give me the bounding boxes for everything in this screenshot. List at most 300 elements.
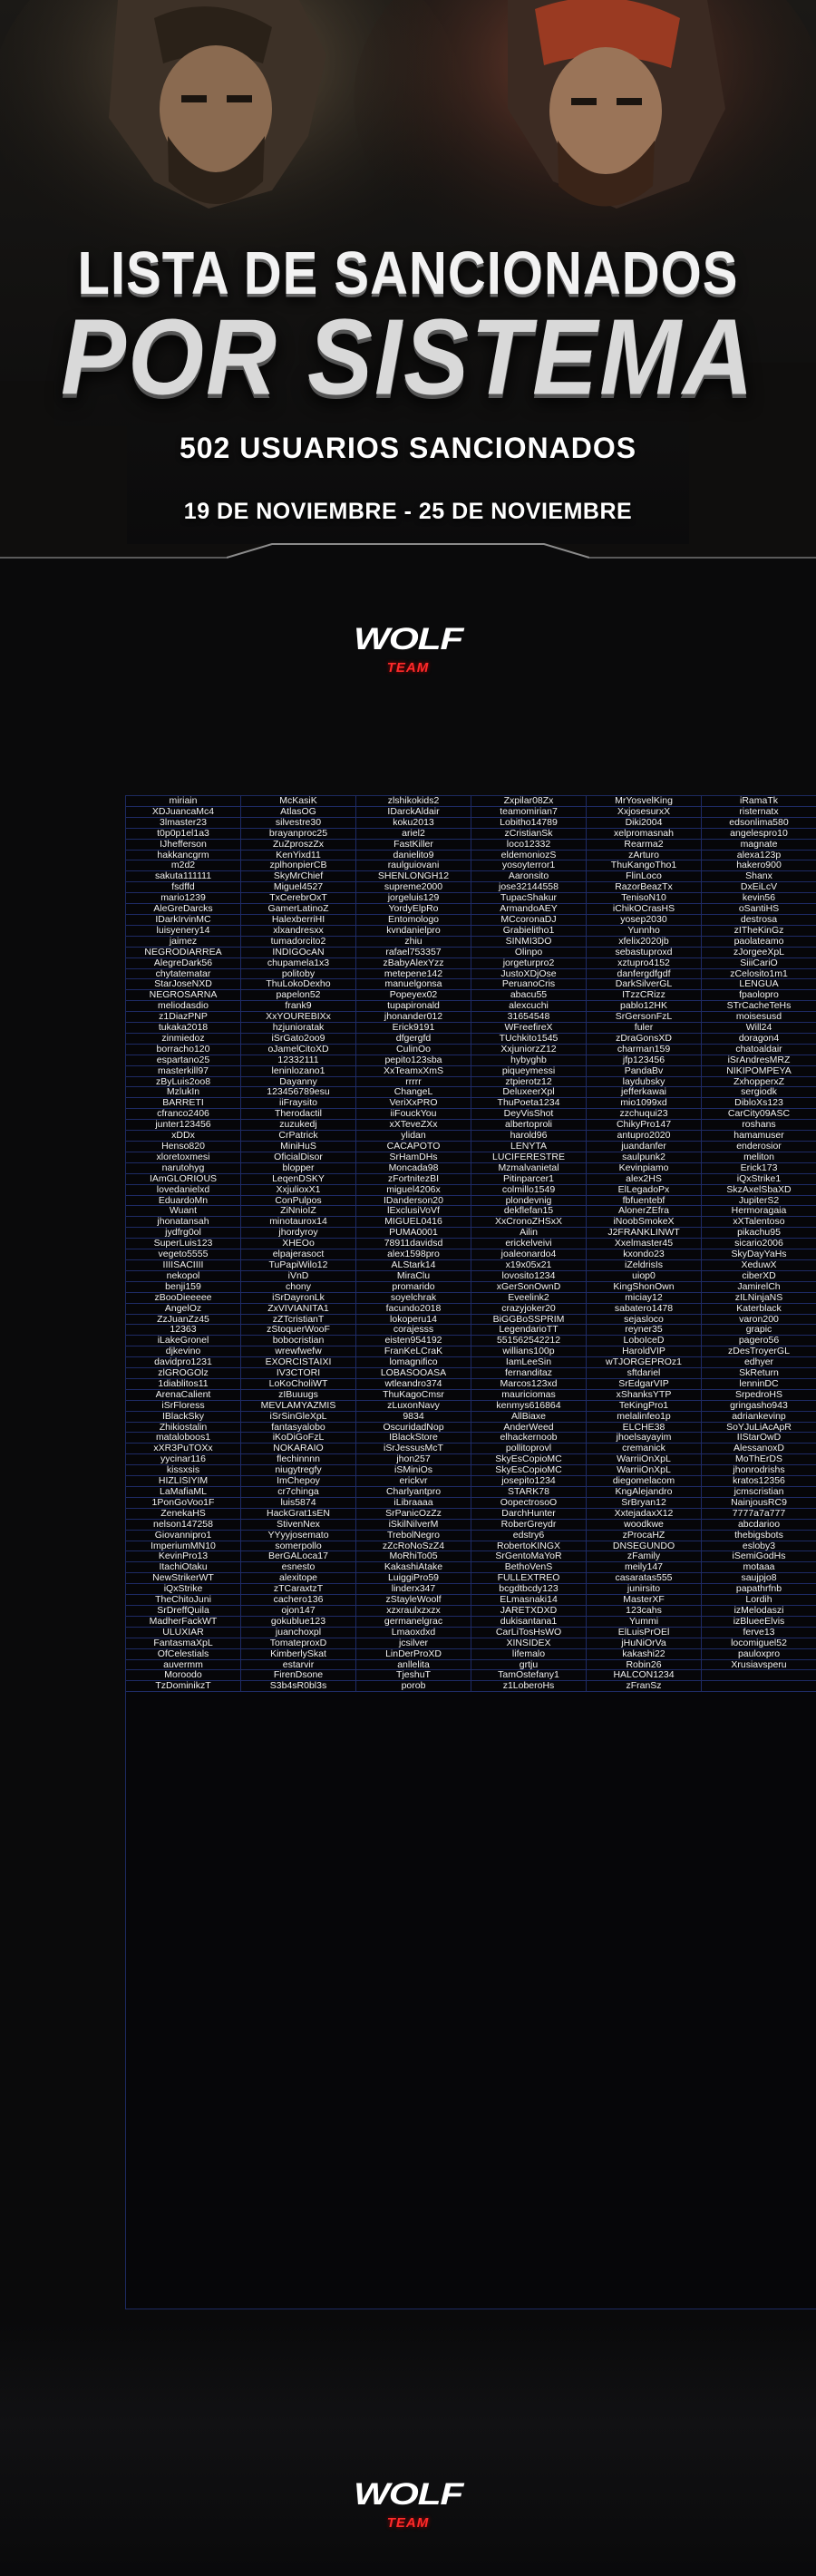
username-cell: ElLegadoPx: [587, 1185, 702, 1196]
username-cell: SrPanicOzZz: [356, 1509, 471, 1520]
username-cell: alexa123p: [702, 851, 816, 861]
username-cell: TupacShakur: [471, 893, 587, 904]
username-cell: AlegreDark56: [126, 958, 241, 969]
username-cell: eisten954192: [356, 1336, 471, 1346]
username-cell: Lmaoxdxd: [356, 1628, 471, 1638]
username-cell: cfranco2406: [126, 1109, 241, 1120]
username-cell: adriankevinp: [702, 1412, 816, 1423]
username-cell: INDIGOcAN: [241, 948, 356, 958]
username-cell: xztupro4152: [587, 958, 702, 969]
username-cell: chony: [241, 1282, 356, 1293]
username-cell: 1PonGoVoo1F: [126, 1498, 241, 1509]
username-cell: hybyghb: [471, 1055, 587, 1066]
username-cell: zTCaraxtzT: [241, 1584, 356, 1595]
sanctioned-count: 502 USUARIOS SANCIONADOS: [179, 432, 637, 464]
username-cell: TeKingPro1: [587, 1401, 702, 1412]
username-cell: silvestre30: [241, 818, 356, 829]
username-cell: benji159: [126, 1282, 241, 1293]
username-cell: OopectrosoO: [471, 1498, 587, 1509]
username-cell: EXORCISTAIXI: [241, 1357, 356, 1368]
username-cell: cachero136: [241, 1595, 356, 1606]
username-cell: DeluxeerXpl: [471, 1087, 587, 1098]
username-cell: IDanderson20: [356, 1196, 471, 1207]
username-cell: iZeldrisIs: [587, 1260, 702, 1271]
username-cell: melalinfeo1p: [587, 1412, 702, 1423]
username-cell: facundo2018: [356, 1304, 471, 1315]
username-cell: HALCON1234: [587, 1670, 702, 1681]
username-cell: miguel4206x: [356, 1185, 471, 1196]
username-cell: zIBuuugs: [241, 1390, 356, 1401]
username-cell: iSrAndresMRZ: [702, 1055, 816, 1066]
username-cell: ELmasnaki14: [471, 1595, 587, 1606]
username-cell: 12363: [126, 1325, 241, 1336]
username-cell: luisyenery14: [126, 926, 241, 937]
username-cell: pablo12HK: [587, 1001, 702, 1012]
username-cell: locomiguel52: [702, 1638, 816, 1649]
username-cell: dekflefan15: [471, 1206, 587, 1217]
username-cell: chytatematar: [126, 969, 241, 980]
username-cell: izBlueeElvis: [702, 1617, 816, 1628]
username-cell: risternatx: [702, 807, 816, 818]
username-cell: oJamelCitoXD: [241, 1045, 356, 1055]
username-cell: m2d2: [126, 860, 241, 871]
username-cell: BerGALoca17: [241, 1551, 356, 1562]
username-cell: mario1239: [126, 893, 241, 904]
username-cell: bcgdtbcdy123: [471, 1584, 587, 1595]
username-cell: zCristianSk: [471, 829, 587, 840]
username-cell: AnderWeed: [471, 1423, 587, 1434]
username-cell: mataloboos1: [126, 1433, 241, 1444]
username-cell: edhyer: [702, 1357, 816, 1368]
username-cell: doragon4: [702, 1034, 816, 1045]
username-cell: borracho120: [126, 1045, 241, 1055]
username-cell: iSemiGodHs: [702, 1551, 816, 1562]
username-cell: esloby3: [702, 1541, 816, 1552]
username-cell: LUCIFERESTRE: [471, 1152, 587, 1163]
username-cell: ElLuisPrOEl: [587, 1628, 702, 1638]
username-cell: TzDominikzT: [126, 1681, 241, 1692]
username-cell: cremanick: [587, 1444, 702, 1454]
username-cell: Zhikiostalin: [126, 1423, 241, 1434]
username-cell: FlinLoco: [587, 871, 702, 882]
username-cell: elpajerasoct: [241, 1249, 356, 1260]
username-cell: KingShonOwn: [587, 1282, 702, 1293]
wolfteam-logo-bottom: [349, 2474, 467, 2546]
username-cell: SiiiCariO: [702, 958, 816, 969]
username-cell: plondevnig: [471, 1196, 587, 1207]
username-cell: sicario2006: [702, 1239, 816, 1249]
username-cell: OficialDisor: [241, 1152, 356, 1163]
username-cell: RoberGreydr: [471, 1520, 587, 1531]
username-cell: MasterXF: [587, 1595, 702, 1606]
username-cell: xelpromasnah: [587, 829, 702, 840]
username-cell: Olinpo: [471, 948, 587, 958]
username-cell: xXR3PuTOXx: [126, 1444, 241, 1454]
username-cell: grtju: [471, 1660, 587, 1671]
username-cell: sebastuproxd: [587, 948, 702, 958]
username-cell: Zxpilar08Zx: [471, 796, 587, 807]
username-cell: ULUXIAR: [126, 1628, 241, 1638]
username-cell: rrrrr: [356, 1077, 471, 1088]
username-cell: djkevino: [126, 1346, 241, 1357]
username-cell: OscuridadNop: [356, 1423, 471, 1434]
username-cell: danielito9: [356, 851, 471, 861]
username-cell: kevin56: [702, 893, 816, 904]
username-cell: 78911davidsd: [356, 1239, 471, 1249]
username-cell: loco12332: [471, 840, 587, 851]
username-cell: Ailin: [471, 1228, 587, 1239]
username-cell: McKasiK: [241, 796, 356, 807]
username-cell: YordyElpRo: [356, 904, 471, 915]
username-cell: pauloxpro: [702, 1649, 816, 1660]
username-cell: oSantiHS: [702, 904, 816, 915]
username-cell: KakashiAtake: [356, 1562, 471, 1573]
username-cell: moisesusd: [702, 1012, 816, 1023]
username-cell: luis5874: [241, 1498, 356, 1509]
username-cell: Shanx: [702, 871, 816, 882]
username-cell: fbfuentebf: [587, 1196, 702, 1207]
username-cell: antupro2020: [587, 1131, 702, 1142]
title-line-1: LISTA DE SANCIONADOS: [77, 239, 739, 307]
username-cell: edsonlima580: [702, 818, 816, 829]
username-cell: minotaurox14: [241, 1217, 356, 1228]
username-cell: hamamuser: [702, 1131, 816, 1142]
username-cell: LuiggiPro59: [356, 1573, 471, 1584]
username-cell: jose32144558: [471, 882, 587, 893]
username-cell: nekopol: [126, 1271, 241, 1282]
username-cell: iSMiniOs: [356, 1465, 471, 1476]
username-cell: ariel2: [356, 829, 471, 840]
username-cell: JamirelCh: [702, 1282, 816, 1293]
username-cell: OfCelestials: [126, 1649, 241, 1660]
username-cell: Marcos123xd: [471, 1379, 587, 1390]
username-cell: jaimez: [126, 937, 241, 948]
username-cell: XHEOo: [241, 1239, 356, 1249]
username-cell: zZcRoNoSzZ4: [356, 1541, 471, 1552]
username-cell: ItachiOtaku: [126, 1562, 241, 1573]
username-cell: diegomelacom: [587, 1476, 702, 1487]
username-cell: xlxandresxx: [241, 926, 356, 937]
username-cell: SoYJuLiAcApR: [702, 1423, 816, 1434]
username-cell: angelespro10: [702, 829, 816, 840]
username-cell: LENYTA: [471, 1142, 587, 1152]
username-cell: corajesss: [356, 1325, 471, 1336]
username-cell: LaMafiaML: [126, 1487, 241, 1498]
username-cell: elhackernoob: [471, 1433, 587, 1444]
username-cell: alexcuchi: [471, 1001, 587, 1012]
username-cell: NIKIPOMPEYA: [702, 1066, 816, 1077]
username-cell: narutohyg: [126, 1163, 241, 1174]
username-cell: CarCity09ASC: [702, 1109, 816, 1120]
username-cell: zStoquerWooF: [241, 1325, 356, 1336]
username-cell: LinDerProXD: [356, 1649, 471, 1660]
username-cell: DeyVisShot: [471, 1109, 587, 1120]
username-cell: ciberXD: [702, 1271, 816, 1282]
username-cell: MzlukIn: [126, 1087, 241, 1098]
username-cell: Kevinpiamo: [587, 1163, 702, 1174]
username-cell: sftdariel: [587, 1368, 702, 1379]
username-cell: MIGUEL0416: [356, 1217, 471, 1228]
username-cell: jhordyroy: [241, 1228, 356, 1239]
username-cell: piqueymessi: [471, 1066, 587, 1077]
username-cell: politoby: [241, 969, 356, 980]
username-cell: SrGersonFzL: [587, 1012, 702, 1023]
username-cell: somerpollo: [241, 1541, 356, 1552]
username-cell: CarLiTosHsWO: [471, 1628, 587, 1638]
username-cell: Moroodo: [126, 1670, 241, 1681]
username-cell: rafael753357: [356, 948, 471, 958]
username-cell: mauriciomas: [471, 1390, 587, 1401]
username-cell: zlshikokids2: [356, 796, 471, 807]
username-cell: ZxhopperxZ: [702, 1077, 816, 1088]
username-cell: zDraGonsXD: [587, 1034, 702, 1045]
username-cell: teamomirian7: [471, 807, 587, 818]
username-cell: SrEdgarVIP: [587, 1379, 702, 1390]
username-cell: SkyEsCopioMC: [471, 1454, 587, 1465]
username-cell: ZuZproszZx: [241, 840, 356, 851]
username-cell: abcdarioo: [702, 1520, 816, 1531]
username-cell: jcsilver: [356, 1638, 471, 1649]
username-cell: germanelgrac: [356, 1617, 471, 1628]
username-cell: mio1099xd: [587, 1098, 702, 1109]
username-cell: MoThErDS: [702, 1454, 816, 1465]
username-cell: zArturo: [587, 851, 702, 861]
username-cell: 12332111: [241, 1055, 356, 1066]
username-cell: 123cahs: [587, 1606, 702, 1617]
logo-word: WOLF: [353, 622, 463, 656]
username-cell: [702, 1681, 816, 1692]
username-cell: linderx347: [356, 1584, 471, 1595]
username-cell: erickvr: [356, 1476, 471, 1487]
username-cell: S3b4sR0bl3s: [241, 1681, 356, 1692]
username-cell: XDJuancaMc4: [126, 807, 241, 818]
username-cell: Wuant: [126, 1206, 241, 1217]
username-cell: ITzzCRizz: [587, 990, 702, 1001]
username-cell: nelson147258: [126, 1520, 241, 1531]
username-cell: zLuxonNavy: [356, 1401, 471, 1412]
username-cell: BARRETI: [126, 1098, 241, 1109]
username-cell: zProcaHZ: [587, 1531, 702, 1541]
username-cell: uiop0: [587, 1271, 702, 1282]
username-cell: eldemoniozS: [471, 851, 587, 861]
username-cell: IIIISACIIII: [126, 1260, 241, 1271]
username-cell: Grabielitho1: [471, 926, 587, 937]
username-cell: VeriXxPRO: [356, 1098, 471, 1109]
username-cell: IamLeeSin: [471, 1357, 587, 1368]
username-cell: LoboIceD: [587, 1336, 702, 1346]
username-cell: ylidan: [356, 1131, 471, 1142]
username-cell: iSrGato2oo9: [241, 1034, 356, 1045]
username-cell: ImperiumMN10: [126, 1541, 241, 1552]
username-cell: xDDx: [126, 1131, 241, 1142]
username-cell: yosep2030: [587, 915, 702, 926]
username-cell: DarkSilverGL: [587, 979, 702, 990]
username-cell: dfgergfd: [356, 1034, 471, 1045]
username-cell: WarriiOnXpL: [587, 1465, 702, 1476]
username-cell: papelon52: [241, 990, 356, 1001]
username-cell: zStayleWoolf: [356, 1595, 471, 1606]
username-cell: MiniHuS: [241, 1142, 356, 1152]
username-cell: pepito123sba: [356, 1055, 471, 1066]
username-cell: lovosito1234: [471, 1271, 587, 1282]
username-cell: Yunnho: [587, 926, 702, 937]
username-cell: colmillo1549: [471, 1185, 587, 1196]
username-cell: xloretoxmesi: [126, 1152, 241, 1163]
username-cell: MadherFackWT: [126, 1617, 241, 1628]
username-cell: xXTalentoso: [702, 1217, 816, 1228]
username-cell: SkyDayYaHs: [702, 1249, 816, 1260]
username-cell: NainjousRC9: [702, 1498, 816, 1509]
username-cell: sejasloco: [587, 1315, 702, 1326]
username-cell: yosoyterror1: [471, 860, 587, 871]
username-cell: zlGROGOlz: [126, 1368, 241, 1379]
username-cell: niugytregfy: [241, 1465, 356, 1476]
username-cell: StarJoseNXD: [126, 979, 241, 990]
username-cell: iQxStrike: [126, 1584, 241, 1595]
username-cell: sakuta111111: [126, 871, 241, 882]
username-cell: harold96: [471, 1131, 587, 1142]
username-cell: tupapironald: [356, 1001, 471, 1012]
username-cell: fantasyalobo: [241, 1423, 356, 1434]
username-cell: Will24: [702, 1023, 816, 1034]
username-cell: LoKoCholiWT: [241, 1379, 356, 1390]
username-cell: SrpedroHS: [702, 1390, 816, 1401]
username-cell: STrCacheTeHs: [702, 1001, 816, 1012]
username-cell: TrebolNegro: [356, 1531, 471, 1541]
username-cell: kissxsis: [126, 1465, 241, 1476]
username-cell: PUMA0001: [356, 1228, 471, 1239]
username-cell: 1diablitos11: [126, 1379, 241, 1390]
username-cell: Henso820: [126, 1142, 241, 1152]
wolfteam-logo-top: [349, 618, 467, 691]
username-cell: YYyyjosemato: [241, 1531, 356, 1541]
username-cell: gokublue123: [241, 1617, 356, 1628]
username-cell: SrHamDHs: [356, 1152, 471, 1163]
title-line-2: POR SISTEMA: [60, 296, 756, 417]
username-cell: Dayanny: [241, 1077, 356, 1088]
username-cell: enderosior: [702, 1142, 816, 1152]
username-cell: JustoXDjOse: [471, 969, 587, 980]
username-cell: kxondo23: [587, 1249, 702, 1260]
username-cell: zuzukedj: [241, 1120, 356, 1131]
username-cell: paolateamo: [702, 937, 816, 948]
username-cell: zILNinjaNS: [702, 1293, 816, 1304]
username-cell: juanchoxpl: [241, 1628, 356, 1638]
username-cell: tumadorcito2: [241, 937, 356, 948]
username-cell: edstry6: [471, 1531, 587, 1541]
username-cell: HaroldVIP: [587, 1346, 702, 1357]
username-cell: Erick173: [702, 1163, 816, 1174]
username-cell: wtleandro374: [356, 1379, 471, 1390]
username-cell: Hermoragaia: [702, 1206, 816, 1217]
username-cell: zITheKinGz: [702, 926, 816, 937]
logo-subword: TEAM: [386, 2515, 430, 2531]
username-cell: hzjunioratak: [241, 1023, 356, 1034]
username-cell: IBlackStore: [356, 1433, 471, 1444]
username-cell: xGerSonOwnD: [471, 1282, 587, 1293]
username-cell: XxjulioxX1: [241, 1185, 356, 1196]
username-cell: anllelita: [356, 1660, 471, 1671]
username-cell: ztpierotz12: [471, 1077, 587, 1088]
username-cell: willians100p: [471, 1346, 587, 1357]
username-cell: destrosa: [702, 915, 816, 926]
username-cell: ELCHE38: [587, 1423, 702, 1434]
username-cell: zBabyAlexYzz: [356, 958, 471, 969]
username-cell: lokoperu14: [356, 1315, 471, 1326]
username-cell: Lordih: [702, 1595, 816, 1606]
username-cell: iQxStrike1: [702, 1174, 816, 1185]
username-cell: kratos12356: [702, 1476, 816, 1487]
username-cell: estarvir: [241, 1660, 356, 1671]
username-cell: esnesto: [241, 1562, 356, 1573]
username-cell: IDarckAldair: [356, 807, 471, 818]
username-cell: auvermm: [126, 1660, 241, 1671]
username-cell: LegendarioTT: [471, 1325, 587, 1336]
username-cell: cr7chinga: [241, 1487, 356, 1498]
username-cell: zFamily: [587, 1551, 702, 1562]
username-cell: MCcoronaDJ: [471, 915, 587, 926]
username-cell: IJhefferson: [126, 840, 241, 851]
username-cell: StivenNex: [241, 1520, 356, 1531]
username-cell: [702, 1670, 816, 1681]
username-cell: Pitinparcer1: [471, 1174, 587, 1185]
username-cell: SHENLONGH12: [356, 871, 471, 882]
username-cell: ArmandoAEY: [471, 904, 587, 915]
username-cell: TenisoN10: [587, 893, 702, 904]
username-cell: xShanksYTP: [587, 1390, 702, 1401]
username-cell: iSrSinGleXpL: [241, 1412, 356, 1423]
username-cell: PeruanoCris: [471, 979, 587, 990]
date-range: 19 DE NOVIEMBRE - 25 DE NOVIEMBRE: [183, 499, 633, 524]
username-cell: AtlasOG: [241, 807, 356, 818]
username-cell: alex1598pro: [356, 1249, 471, 1260]
username-cell: xfelix2020jb: [587, 937, 702, 948]
username-cell: iSrDayronLk: [241, 1293, 356, 1304]
username-cell: zByLuis2oo8: [126, 1077, 241, 1088]
username-cell: sabatero1478: [587, 1304, 702, 1315]
username-cell: jhoelsayayim: [587, 1433, 702, 1444]
username-cell: brayanproc25: [241, 829, 356, 840]
username-cell: NEGRODIARREA: [126, 948, 241, 958]
username-cell: jorgeturpro2: [471, 958, 587, 969]
username-cell: zFranSz: [587, 1681, 702, 1692]
username-cell: iNoobSmokeX: [587, 1217, 702, 1228]
username-cell: alexitope: [241, 1573, 356, 1584]
username-cell: iiFouckYou: [356, 1109, 471, 1120]
username-cell: iiFraysito: [241, 1098, 356, 1109]
username-cell: Xrusiavsperu: [702, 1660, 816, 1671]
username-cell: XINSIDEX: [471, 1638, 587, 1649]
username-cell: XeduwX: [702, 1260, 816, 1271]
username-cell: XxjuniorzZ12: [471, 1045, 587, 1055]
username-cell: J2FRANKLINWT: [587, 1228, 702, 1239]
username-cell: MiraClu: [356, 1271, 471, 1282]
username-cell: SkyEsCopioMC: [471, 1465, 587, 1476]
username-cell: Lobitho14789: [471, 818, 587, 829]
username-cell: XxCronoZHSxX: [471, 1217, 587, 1228]
username-cell: jHuNiOrVa: [587, 1638, 702, 1649]
username-cell: xXTeveZXx: [356, 1120, 471, 1131]
username-cell: HalexberriHI: [241, 915, 356, 926]
username-cell: abacu55: [471, 990, 587, 1001]
username-cell: 31654548: [471, 1012, 587, 1023]
username-cell: Giovannipro1: [126, 1531, 241, 1541]
username-cell: metepene142: [356, 969, 471, 980]
username-cell: SkyMrChief: [241, 871, 356, 882]
username-cell: zhiu: [356, 937, 471, 948]
username-cell: iChikOCrasHS: [587, 904, 702, 915]
username-cell: RobertoKINGX: [471, 1541, 587, 1552]
